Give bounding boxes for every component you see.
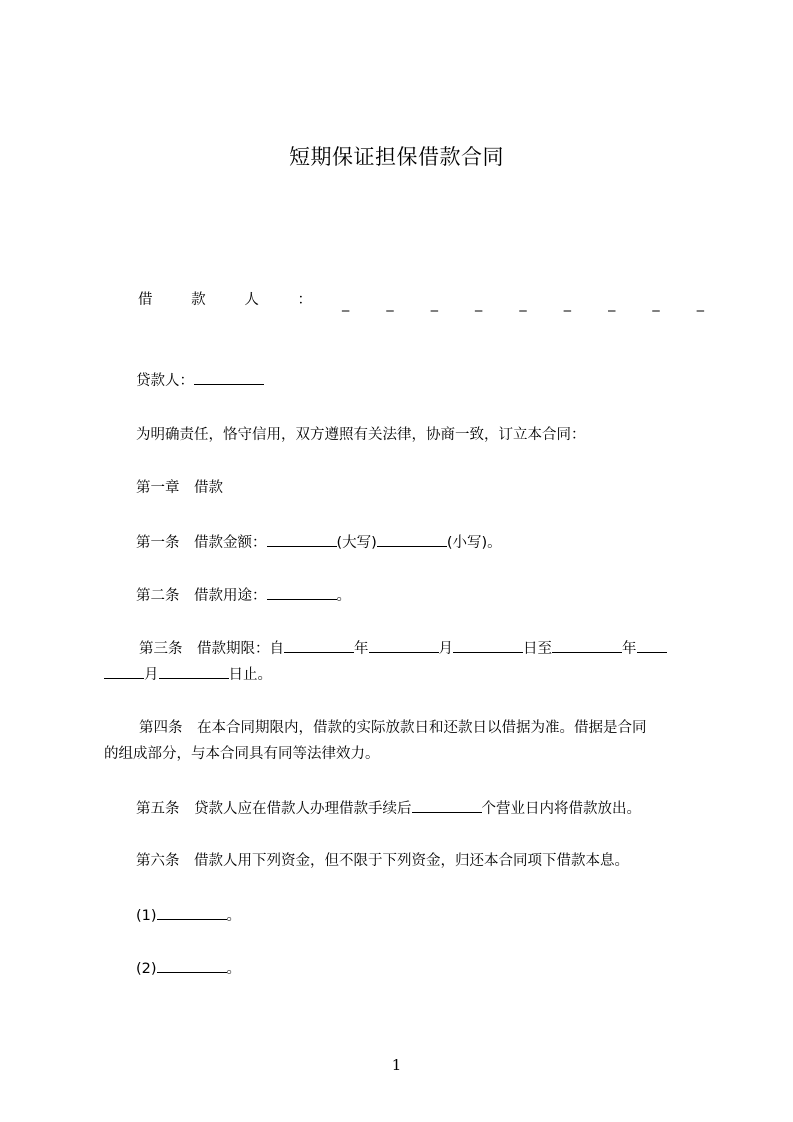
article-5 — [136, 798, 641, 819]
dash: _ — [563, 296, 571, 312]
end-month-blank-part2 — [104, 664, 144, 679]
item-2-blank — [157, 958, 227, 973]
lender-line — [136, 370, 264, 391]
article-4-line2: 的组成部分，与本合同具有同等法律效力。 — [104, 746, 380, 762]
page-number: 1 — [391, 1056, 402, 1074]
item-1-blank — [157, 905, 227, 920]
article-text: 月 — [144, 667, 159, 683]
start-month-blank — [369, 638, 439, 653]
item-label: (2) — [136, 961, 157, 977]
dash: _ — [475, 296, 483, 312]
article-text: 。 — [336, 588, 351, 604]
end-year-blank — [552, 638, 622, 653]
dash: _ — [342, 296, 350, 312]
article-2 — [136, 585, 351, 606]
contract-title: 短期保证担保借款合同 — [289, 145, 504, 169]
dash: _ — [608, 296, 616, 312]
article-text: 第三条 借款期限：自 — [139, 641, 284, 657]
article-3-line1 — [139, 638, 667, 659]
end-day-blank — [159, 664, 229, 679]
item-label: (1) — [136, 908, 157, 924]
article-text: 第一条 借款金额： — [136, 535, 267, 551]
article-1 — [136, 532, 502, 553]
chapter-heading: 第一章 借款 — [136, 480, 223, 496]
dash: _ — [696, 296, 704, 312]
lender-label: 贷款人： — [136, 373, 194, 389]
article-text: 年 — [354, 641, 369, 657]
start-year-blank — [284, 638, 354, 653]
article-3-line2 — [104, 664, 272, 685]
borrower-char: 人 — [244, 292, 259, 308]
article-text: (小写)。 — [446, 535, 502, 551]
item-suffix: 。 — [226, 908, 242, 924]
article-text: 日止。 — [228, 667, 272, 683]
article-text: 个营业日内将借款放出。 — [481, 801, 641, 817]
dash: _ — [519, 296, 527, 312]
dash: _ — [430, 296, 438, 312]
lender-blank — [194, 370, 264, 385]
article-4-line1: 第四条 在本合同期限内，借款的实际放款日和还款日以借据为准。借据是合同 — [139, 720, 647, 736]
article-text: (大写) — [336, 535, 377, 551]
preamble: 为明确责任，恪守信用，双方遵照有关法律，协商一致，订立本合同： — [136, 427, 586, 443]
amount-lowercase-blank — [377, 532, 447, 547]
article-text: 第五条 贷款人应在借款人办理借款手续后 — [136, 801, 412, 817]
dash: _ — [652, 296, 660, 312]
amount-uppercase-blank — [267, 532, 337, 547]
purpose-blank — [267, 585, 337, 600]
article-text: 日至 — [523, 641, 552, 657]
borrower-blank — [342, 296, 704, 312]
borrower-char: 借 — [138, 292, 153, 308]
item-suffix: 。 — [226, 961, 242, 977]
item-1 — [136, 905, 241, 926]
business-days-blank — [412, 798, 482, 813]
item-2 — [136, 958, 241, 979]
end-month-blank-part1 — [637, 638, 667, 653]
article-text: 年 — [622, 641, 637, 657]
dash: _ — [386, 296, 394, 312]
borrower-char: ： — [297, 292, 312, 308]
article-text: 第二条 借款用途： — [136, 588, 267, 604]
article-text: 月 — [438, 641, 453, 657]
borrower-char: 款 — [191, 292, 206, 308]
start-day-blank — [453, 638, 523, 653]
article-6: 第六条 借款人用下列资金，但不限于下列资金，归还本合同项下借款本息。 — [136, 853, 629, 869]
